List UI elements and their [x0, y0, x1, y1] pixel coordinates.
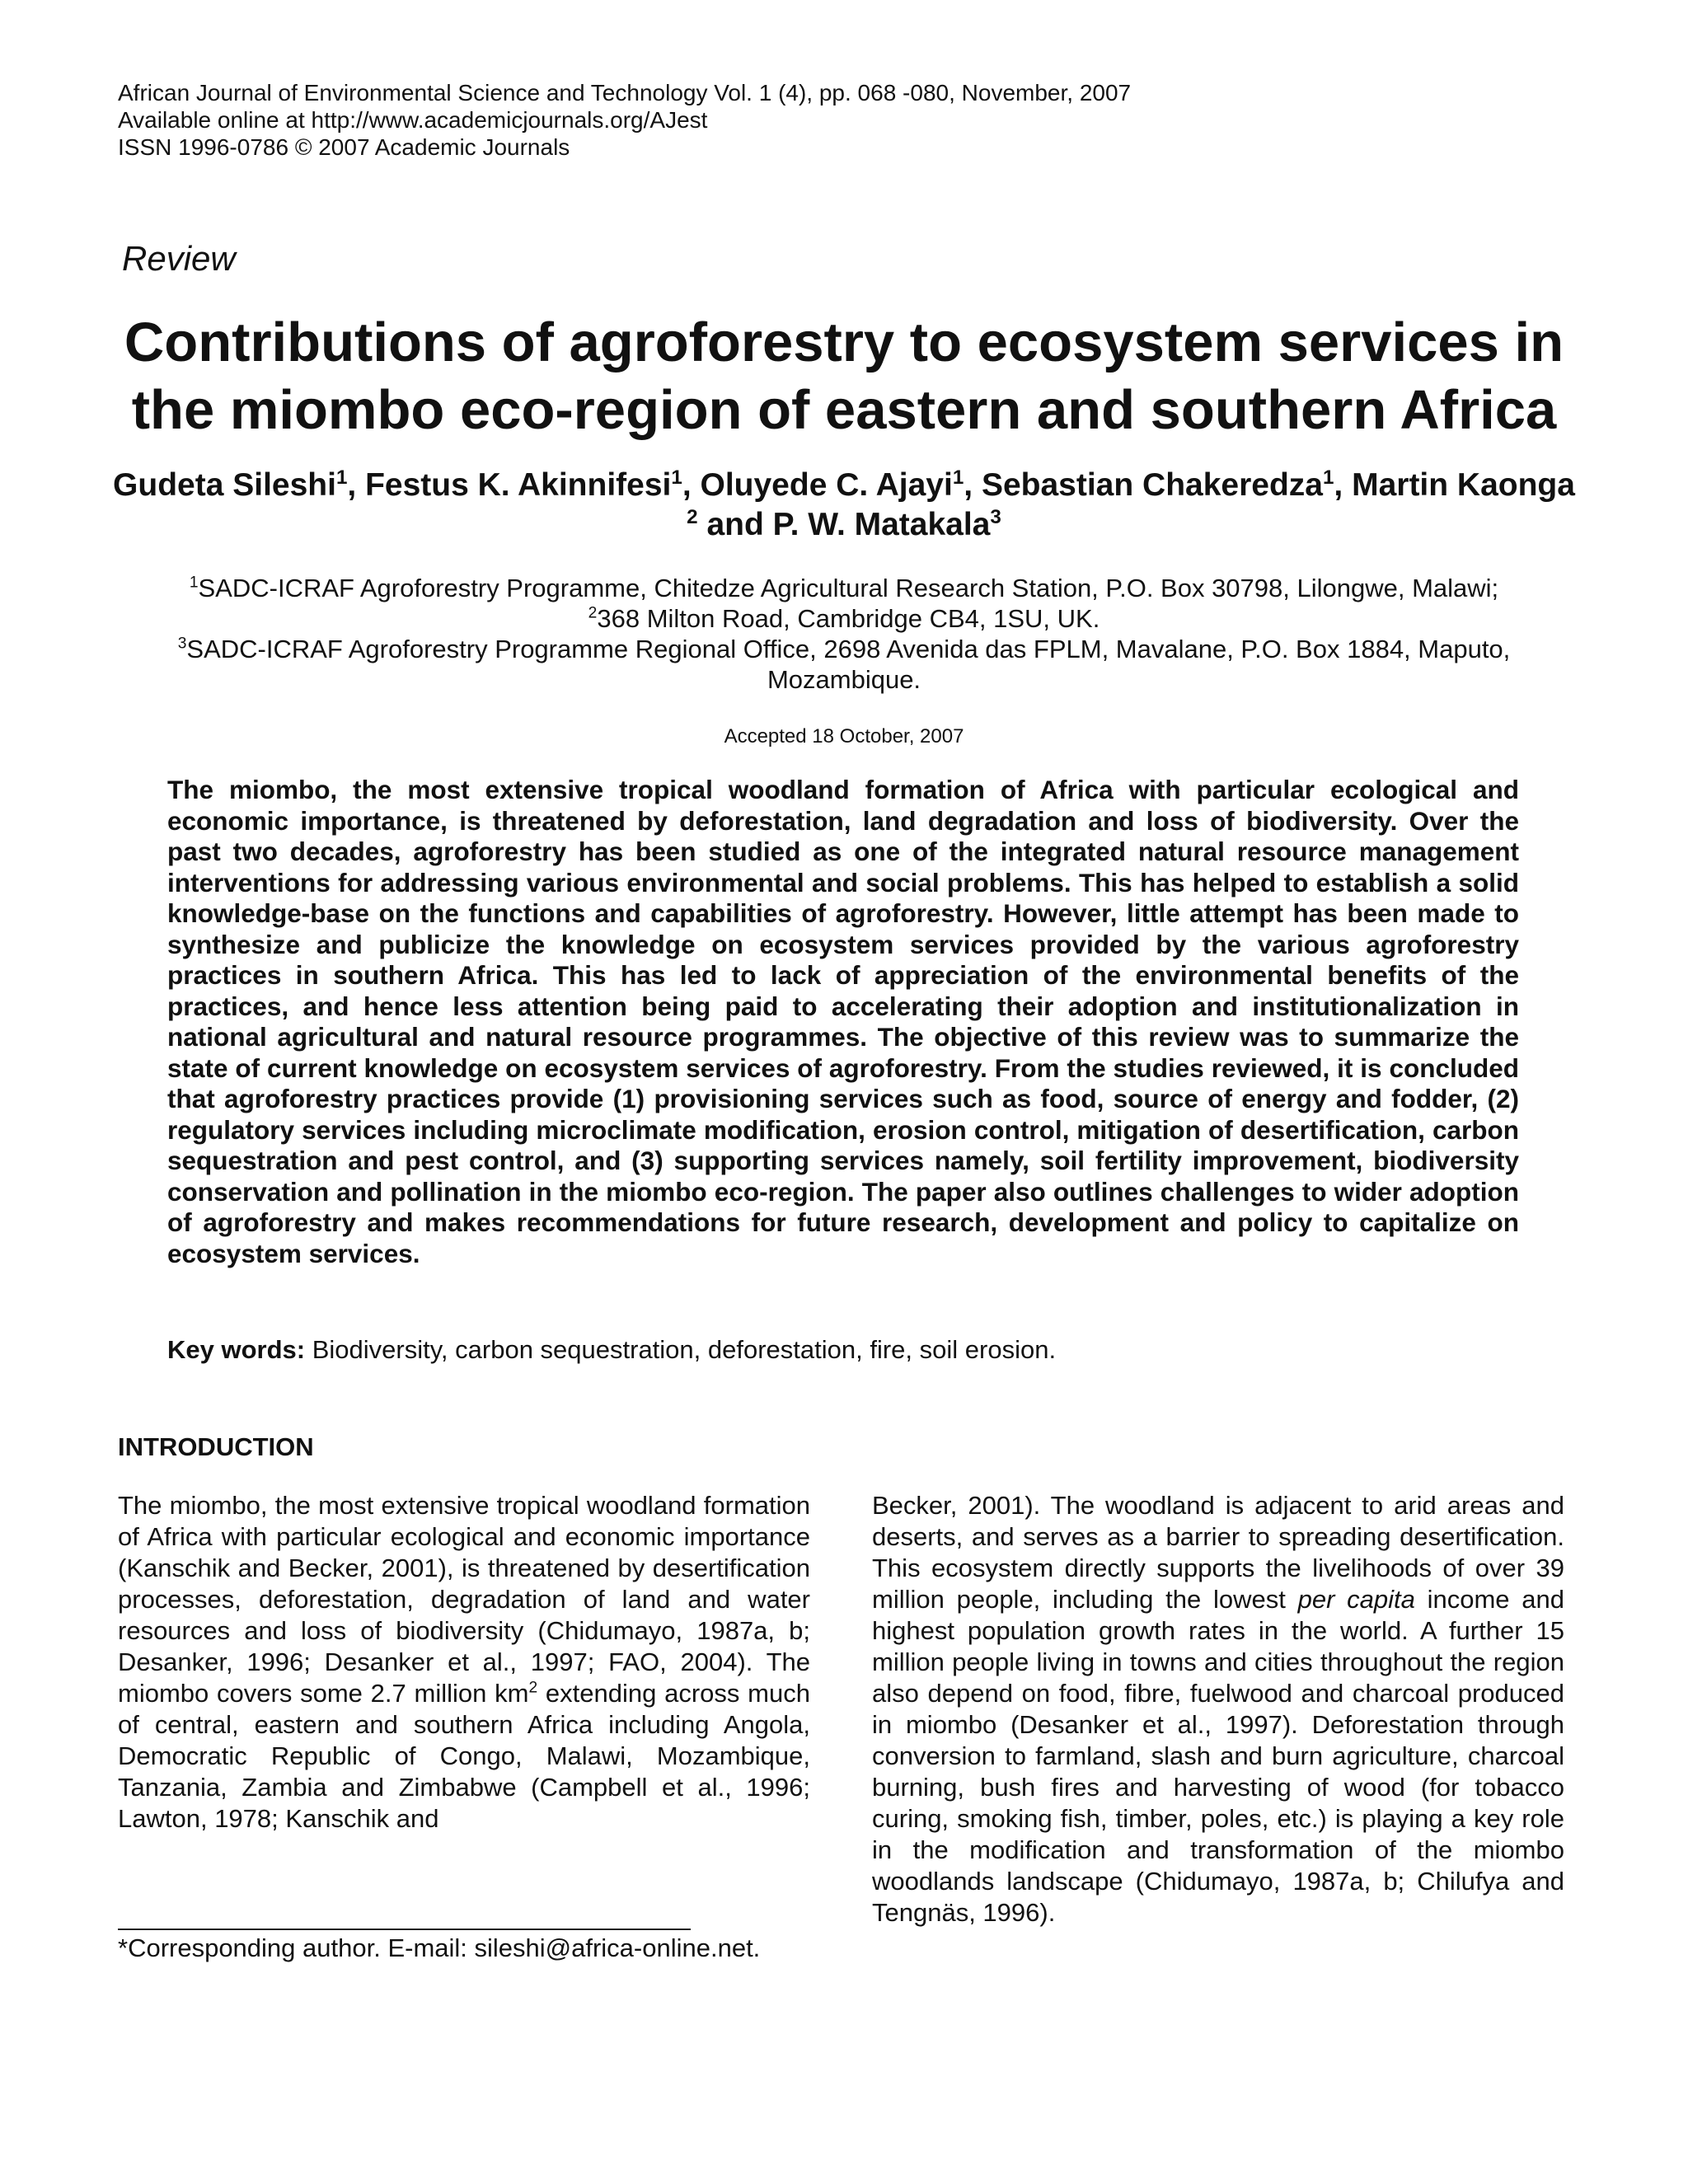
online-availability: Available online at http://www.academicjournals.org/AJest	[118, 107, 708, 133]
body-text: extending across much of central, eastern and southern Africa including Angola, Democratic Republic of Congo, Malawi, Mozambique, Tanzania, Zambia and Zimbabwe (Campbell et al., 1996; Lawton, 1978; Kanschik and	[118, 1679, 810, 1833]
affiliation-text: SADC-ICRAF Agroforestry Programme, Chitedze Agricultural Research Station, P.O. Box 30798, Lilongwe, Malawi;	[198, 574, 1499, 602]
section-type-label: Review	[122, 239, 236, 278]
keywords-label: Key words:	[167, 1335, 306, 1364]
author-affiliation-marker: 1	[1322, 466, 1334, 489]
italic-term: per capita	[1297, 1585, 1415, 1614]
title-line-1: Contributions of agroforestry to ecosystem services in	[124, 312, 1564, 373]
introduction-heading: INTRODUCTION	[118, 1432, 314, 1461]
author-separator: ,	[1334, 467, 1353, 503]
author-name: Festus K. Akinnifesi	[365, 467, 672, 503]
author-line-1	[107, 466, 1581, 505]
abstract: The miombo, the most extensive tropical woodland formation of Africa with particular ecological and economic importance, is threatened by deforestation, land degradation and loss of biodiversity. Over the past two decades, agroforestry has been studied as one of the integrated natural resource management interventions for addressing various environmental and social problems. This has helped to establish a solid knowledge-base on the functions and capabilities of agroforestry. However, little attempt has been made to synthesize and publicize the knowledge on ecosystem services provided by the various agroforestry practices in southern Africa. This has led to lack of appreciation of the environmental benefits of the practices, and hence less attention being paid to accelerating their adoption and institutionalization in national agricultural and natural resource programmes. The objective of this review was to summarize the state of current knowledge on ecosystem services of agroforestry. From the studies reviewed, it is concluded that agroforestry practices provide (1) provisioning services such as food, source of energy and fodder, (2) regulatory services including microclimate modification, erosion control, mitigation of desertification, carbon sequestration and pest control, and (3) supporting services namely, soil fertility improvement, biodiversity conservation and pollination in the miombo eco-region. The paper also outlines challenges to wider adoption of agroforestry and makes recommendations for future research, development and policy to capitalize on ecosystem services.	[167, 775, 1519, 1268]
affiliation-marker: 3	[177, 635, 187, 653]
author-affiliation-marker: 1	[952, 466, 964, 489]
affiliation-3	[82, 634, 1606, 664]
author-line-2	[107, 505, 1581, 545]
keywords-text: Biodiversity, carbon sequestration, deforestation, fire, soil erosion.	[305, 1335, 1057, 1364]
accepted-date: Accepted 18 October, 2007	[724, 725, 964, 748]
corresponding-author-footnote: *Corresponding author. E-mail: sileshi@africa-online.net.	[118, 1933, 761, 1962]
affiliation-marker: 2	[588, 604, 598, 622]
author-list	[107, 466, 1581, 545]
body-text: The miombo, the most extensive tropical woodland formation of Africa with particular ecological and economic importance (Kanschik and Becker, 2001), is threatened by desertification processes, deforestation, degradation of land and water resources and loss of biodiversity (Chidumayo, 1987a, b; Desanker, 1996; Desanker et al., 1997; FAO, 2004). The miombo covers some 2.7 million km	[118, 1491, 810, 1708]
author-affiliation-marker: 1	[335, 466, 348, 489]
superscript: 2	[528, 1679, 538, 1697]
journal-citation: African Journal of Environmental Science and Technology Vol. 1 (4), pp. 068 -080, November, 2007	[118, 80, 1132, 105]
author-name: P. W. Matakala	[772, 507, 991, 542]
author-affiliation-marker: 2	[687, 506, 698, 528]
affiliation-text: SADC-ICRAF Agroforestry Programme Regional Office, 2698 Avenida das FPLM, Mavalane, P.O. Box 1884, Maputo,	[186, 635, 1511, 663]
affiliation-3-continued: Mozambique.	[767, 665, 921, 694]
body-text: income and highest population growth rates in the world. A further 15 million people living in towns and cities throughout the region also depend on food, fibre, fuelwood and charcoal produced in miombo (Desanker et al., 1997). Deforestation through conversion to farmland, slash and burn agriculture, charcoal burning, bush fires and harvesting of wood (for tobacco curing, smoking fish, timber, poles, etc.) is playing a key role in the modification and transformation of the miombo woodlands landscape (Chidumayo, 1987a, b; Chilufya and Tengnäs, 1996).	[872, 1585, 1565, 1927]
author-separator: ,	[347, 467, 366, 503]
affiliation-text: 368 Milton Road, Cambridge CB4, 1SU, UK.	[597, 604, 1100, 633]
paper-title	[82, 309, 1606, 444]
journal-header	[118, 79, 1131, 161]
affiliation-marker: 1	[189, 574, 199, 592]
keywords	[167, 1335, 1056, 1365]
affiliations	[82, 573, 1606, 695]
author-name: Martin Kaonga	[1352, 467, 1575, 503]
affiliation-1	[82, 573, 1606, 603]
issn-line: ISSN 1996-0786 © 2007 Academic Journals	[118, 134, 570, 160]
author-affiliation-marker: 3	[990, 506, 1001, 528]
title-line-2: the miombo eco-region of eastern and southern Africa	[131, 379, 1557, 441]
author-name: Oluyede C. Ajayi	[700, 467, 953, 503]
author-name: Sebastian Chakeredza	[981, 467, 1323, 503]
author-separator: ,	[964, 467, 982, 503]
author-separator: ,	[682, 467, 701, 503]
introduction-right-column	[872, 1490, 1564, 1929]
author-separator: and	[697, 507, 773, 542]
author-name: Gudeta Sileshi	[113, 467, 336, 503]
author-affiliation-marker: 1	[671, 466, 682, 489]
body-text: Becker, 2001). The woodland is adjacent to arid areas and deserts, and serves as a barrier to spreading desertification. This ecosystem directly supports the livelihoods of over 39 million people, including the lowest	[872, 1491, 1564, 1614]
introduction-left-column	[118, 1490, 810, 1835]
footnote-divider	[118, 1929, 691, 1930]
affiliation-2	[82, 603, 1606, 634]
